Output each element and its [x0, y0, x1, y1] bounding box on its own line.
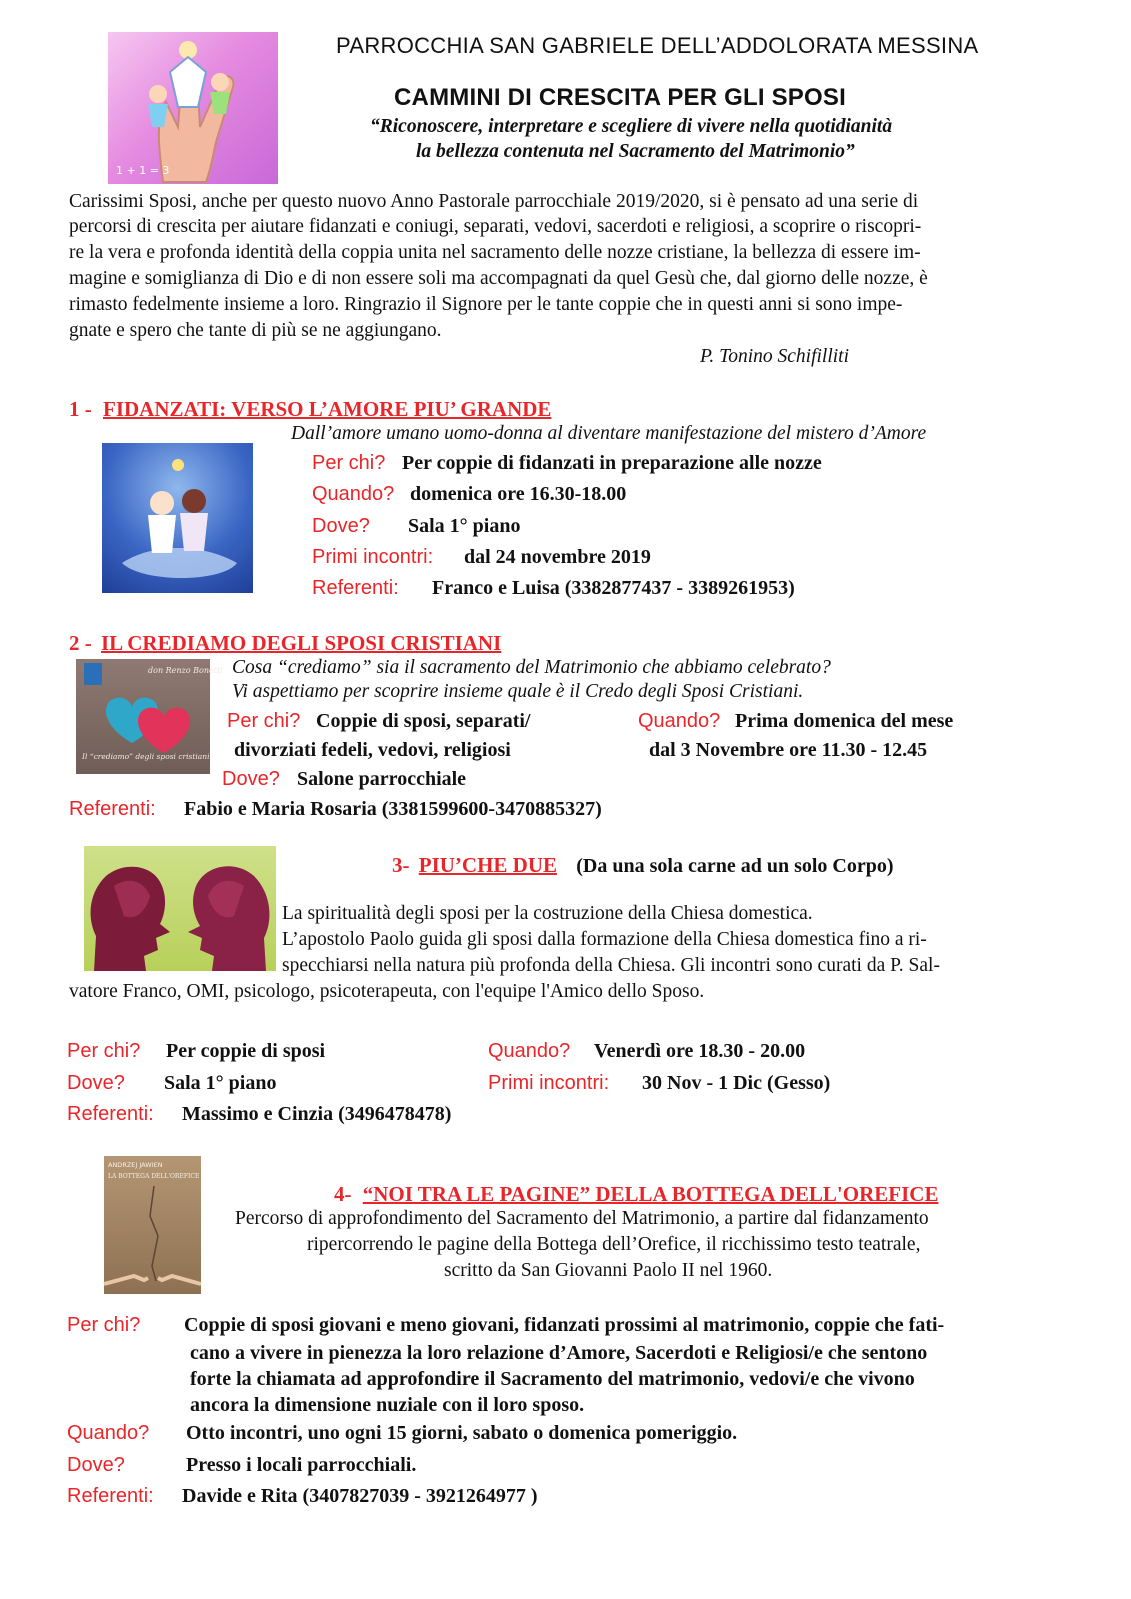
section3-desc-line-1: La spiritualità degli sposi per la costruzione della Chiesa domestica.: [282, 903, 813, 924]
section1-quando-value: domenica ore 16.30-18.00: [410, 483, 627, 505]
section3-primi-label: Primi incontri:: [488, 1072, 610, 1094]
section3-primi-value: 30 Nov - 1 Dic (Gesso): [642, 1072, 831, 1094]
parish-logo-image: [108, 32, 278, 184]
intro-line-4: magine e somiglianza di Dio e di non essere soli ma accompagnati da quel Gesù che, dal giorno delle nozze, è: [69, 268, 928, 289]
section3-desc-line-3: specchiarsi nella natura più profonda della Chiesa. Gli incontri sono curati da P. Sal-: [282, 955, 940, 976]
section2-dove-value: Salone parrocchiale: [297, 768, 467, 790]
section4-desc-line-1: Percorso di approfondimento del Sacramento del Matrimonio, a partire dal fidanzamento: [235, 1208, 929, 1229]
section2-book-author: don Renzo Bonetti: [148, 666, 223, 675]
section4-desc-line-3: scritto da San Giovanni Paolo II nel 1960.: [444, 1260, 773, 1281]
section4-perchi-label: Per chi?: [67, 1314, 141, 1336]
section2-title: IL CREDIAMO DEGLI SPOSI CRISTIANI: [101, 631, 502, 655]
section3-subtitle: (Da una sola carne ad un solo Corpo): [576, 855, 894, 877]
section3-quando-value: Venerdì ore 18.30 - 20.00: [594, 1040, 806, 1062]
section3-perchi-value: Per coppie di sposi: [166, 1040, 326, 1062]
section1-primi-label: Primi incontri:: [312, 546, 434, 568]
section3-perchi-label: Per chi?: [67, 1040, 141, 1062]
section1-primi-value: dal 24 novembre 2019: [464, 546, 651, 568]
section3-desc-line-2: L’apostolo Paolo guida gli sposi dalla formazione della Chiesa domestica fino a ri-: [282, 929, 927, 950]
intro-line-2: percorsi di crescita per aiutare fidanzati e coniugi, separati, vedovi, sacerdoti e religiosi, a scoprire o riscopri-: [69, 216, 922, 237]
section2-perchi-value-2: divorziati fedeli, vedovi, religiosi: [234, 739, 511, 761]
section1-perchi-value: Per coppie di fidanzati in preparazione alle nozze: [402, 452, 822, 474]
section4-perchi-line-3: forte la chiamata ad approfondire il Sacramento del matrimonio, vedovi/e che vivono: [190, 1368, 915, 1390]
section2-perchi-value-1: Coppie di sposi, separati/: [316, 710, 531, 732]
subtitle-line-2: la bellezza contenuta nel Sacramento del Matrimonio”: [416, 141, 855, 162]
section4-dove-label: Dove?: [67, 1454, 125, 1476]
section3-number: 3-: [392, 853, 410, 877]
section2-heading: [69, 631, 501, 656]
section3-heading: [392, 853, 894, 878]
intro-line-1: Carissimi Sposi, anche per questo nuovo Anno Pastorale parrocchiale 2019/2020, si è pensato ad una serie di: [69, 191, 919, 212]
intro-line-3: re la vera e profonda identità della coppia unita nel sacramento delle nozze cristiane, la bellezza di essere im-: [69, 242, 921, 263]
section4-book-image: [104, 1156, 201, 1294]
section1-tagline: Dall’amore umano uomo-donna al diventare manifestazione del mistero d’Amore: [291, 423, 927, 444]
section4-desc-line-2: ripercorrendo le pagine della Bottega dell’Orefice, il ricchissimo testo teatrale,: [307, 1234, 921, 1255]
section4-perchi-line-2: cano a vivere in pienezza la loro relazione d’Amore, Sacerdoti e Religiosi/e che sentono: [190, 1342, 928, 1364]
section2-quando-value-2: dal 3 Novembre ore 11.30 - 12.45: [649, 739, 928, 761]
section1-referenti-value: Franco e Luisa (3382877437 - 3389261953): [432, 577, 795, 599]
section2-tagline-1: Cosa “crediamo” sia il sacramento del Matrimonio che abbiamo celebrato?: [232, 657, 831, 678]
section2-quando-label: Quando?: [638, 710, 721, 732]
section2-number: 2 -: [69, 631, 92, 655]
section2-tagline-2: Vi aspettiamo per scoprire insieme quale è il Credo degli Sposi Cristiani.: [232, 681, 804, 702]
section3-title: PIU’CHE DUE: [418, 853, 558, 877]
section4-book-author: ANDRZEJ JAWIEN: [108, 1161, 163, 1169]
section4-perchi-line-1: Coppie di sposi giovani e meno giovani, fidanzati prossimi al matrimonio, coppie che fati-: [184, 1314, 945, 1336]
section1-perchi-label: Per chi?: [312, 452, 386, 474]
section3-referenti-value: Massimo e Cinzia (3496478478): [182, 1103, 452, 1125]
section1-referenti-label: Referenti:: [312, 577, 399, 599]
subtitle-line-1: “Riconoscere, interpretare e scegliere di vivere nella quotidianità: [370, 116, 893, 137]
section2-quando-value-1: Prima domenica del mese: [735, 710, 954, 732]
intro-line-6: gnate e spero che tante di più se ne aggiungano.: [69, 320, 442, 341]
section1-heading: [69, 397, 551, 422]
section3-dove-value: Sala 1° piano: [164, 1072, 277, 1094]
section4-quando-value: Otto incontri, uno ogni 15 giorni, sabato o domenica pomeriggio.: [186, 1422, 738, 1444]
page-title: CAMMINI DI CRESCITA PER GLI SPOSI: [394, 84, 846, 111]
section4-dove-value: Presso i locali parrocchiali.: [186, 1454, 417, 1476]
section1-title: FIDANZATI: VERSO L’AMORE PIU’ GRANDE: [103, 397, 552, 421]
section4-perchi-line-4: ancora la dimensione nuziale con il loro sposo.: [190, 1394, 585, 1416]
section3-quando-label: Quando?: [488, 1040, 571, 1062]
section4-title: “NOI TRA LE PAGINE” DELLA BOTTEGA DELL'OREFICE: [362, 1182, 939, 1206]
logo-text: 1 + 1 = 3: [116, 164, 170, 177]
section1-dove-label: Dove?: [312, 515, 370, 537]
section4-quando-label: Quando?: [67, 1422, 150, 1444]
section3-dove-label: Dove?: [67, 1072, 125, 1094]
section2-referenti-label: Referenti:: [69, 798, 156, 820]
parish-name: PARROCCHIA SAN GABRIELE DELL’ADDOLORATA MESSINA: [336, 33, 979, 58]
section2-perchi-label: Per chi?: [227, 710, 301, 732]
section2-book-image: [76, 659, 223, 774]
section3-image: [84, 846, 276, 971]
section1-image: [102, 443, 253, 593]
section3-desc-line-4: vatore Franco, OMI, psicologo, psicoterapeuta, con l'equipe l'Amico dello Sposo.: [69, 981, 705, 1002]
section2-dove-label: Dove?: [222, 768, 280, 790]
section4-number: 4-: [334, 1182, 352, 1206]
section1-number: 1 -: [69, 397, 92, 421]
section2-referenti-value: Fabio e Maria Rosaria (3381599600-3470885327): [184, 798, 602, 820]
section1-quando-label: Quando?: [312, 483, 395, 505]
section1-dove-value: Sala 1° piano: [408, 515, 521, 537]
section3-referenti-label: Referenti:: [67, 1103, 154, 1125]
section4-referenti-value: Davide e Rita (3407827039 - 3921264977 ): [182, 1485, 538, 1507]
section2-book-title: Il “crediamo” degli sposi cristiani: [82, 752, 210, 761]
section4-referenti-label: Referenti:: [67, 1485, 154, 1507]
intro-line-5: rimasto fedelmente insieme a loro. Ringrazio il Signore per le tante coppie che in questi anni si sono impe-: [69, 294, 903, 315]
signature: P. Tonino Schifilliti: [700, 346, 849, 367]
section4-book-title: LA BOTTEGA DELL'OREFICE: [108, 1173, 200, 1180]
section4-heading: [334, 1182, 938, 1207]
